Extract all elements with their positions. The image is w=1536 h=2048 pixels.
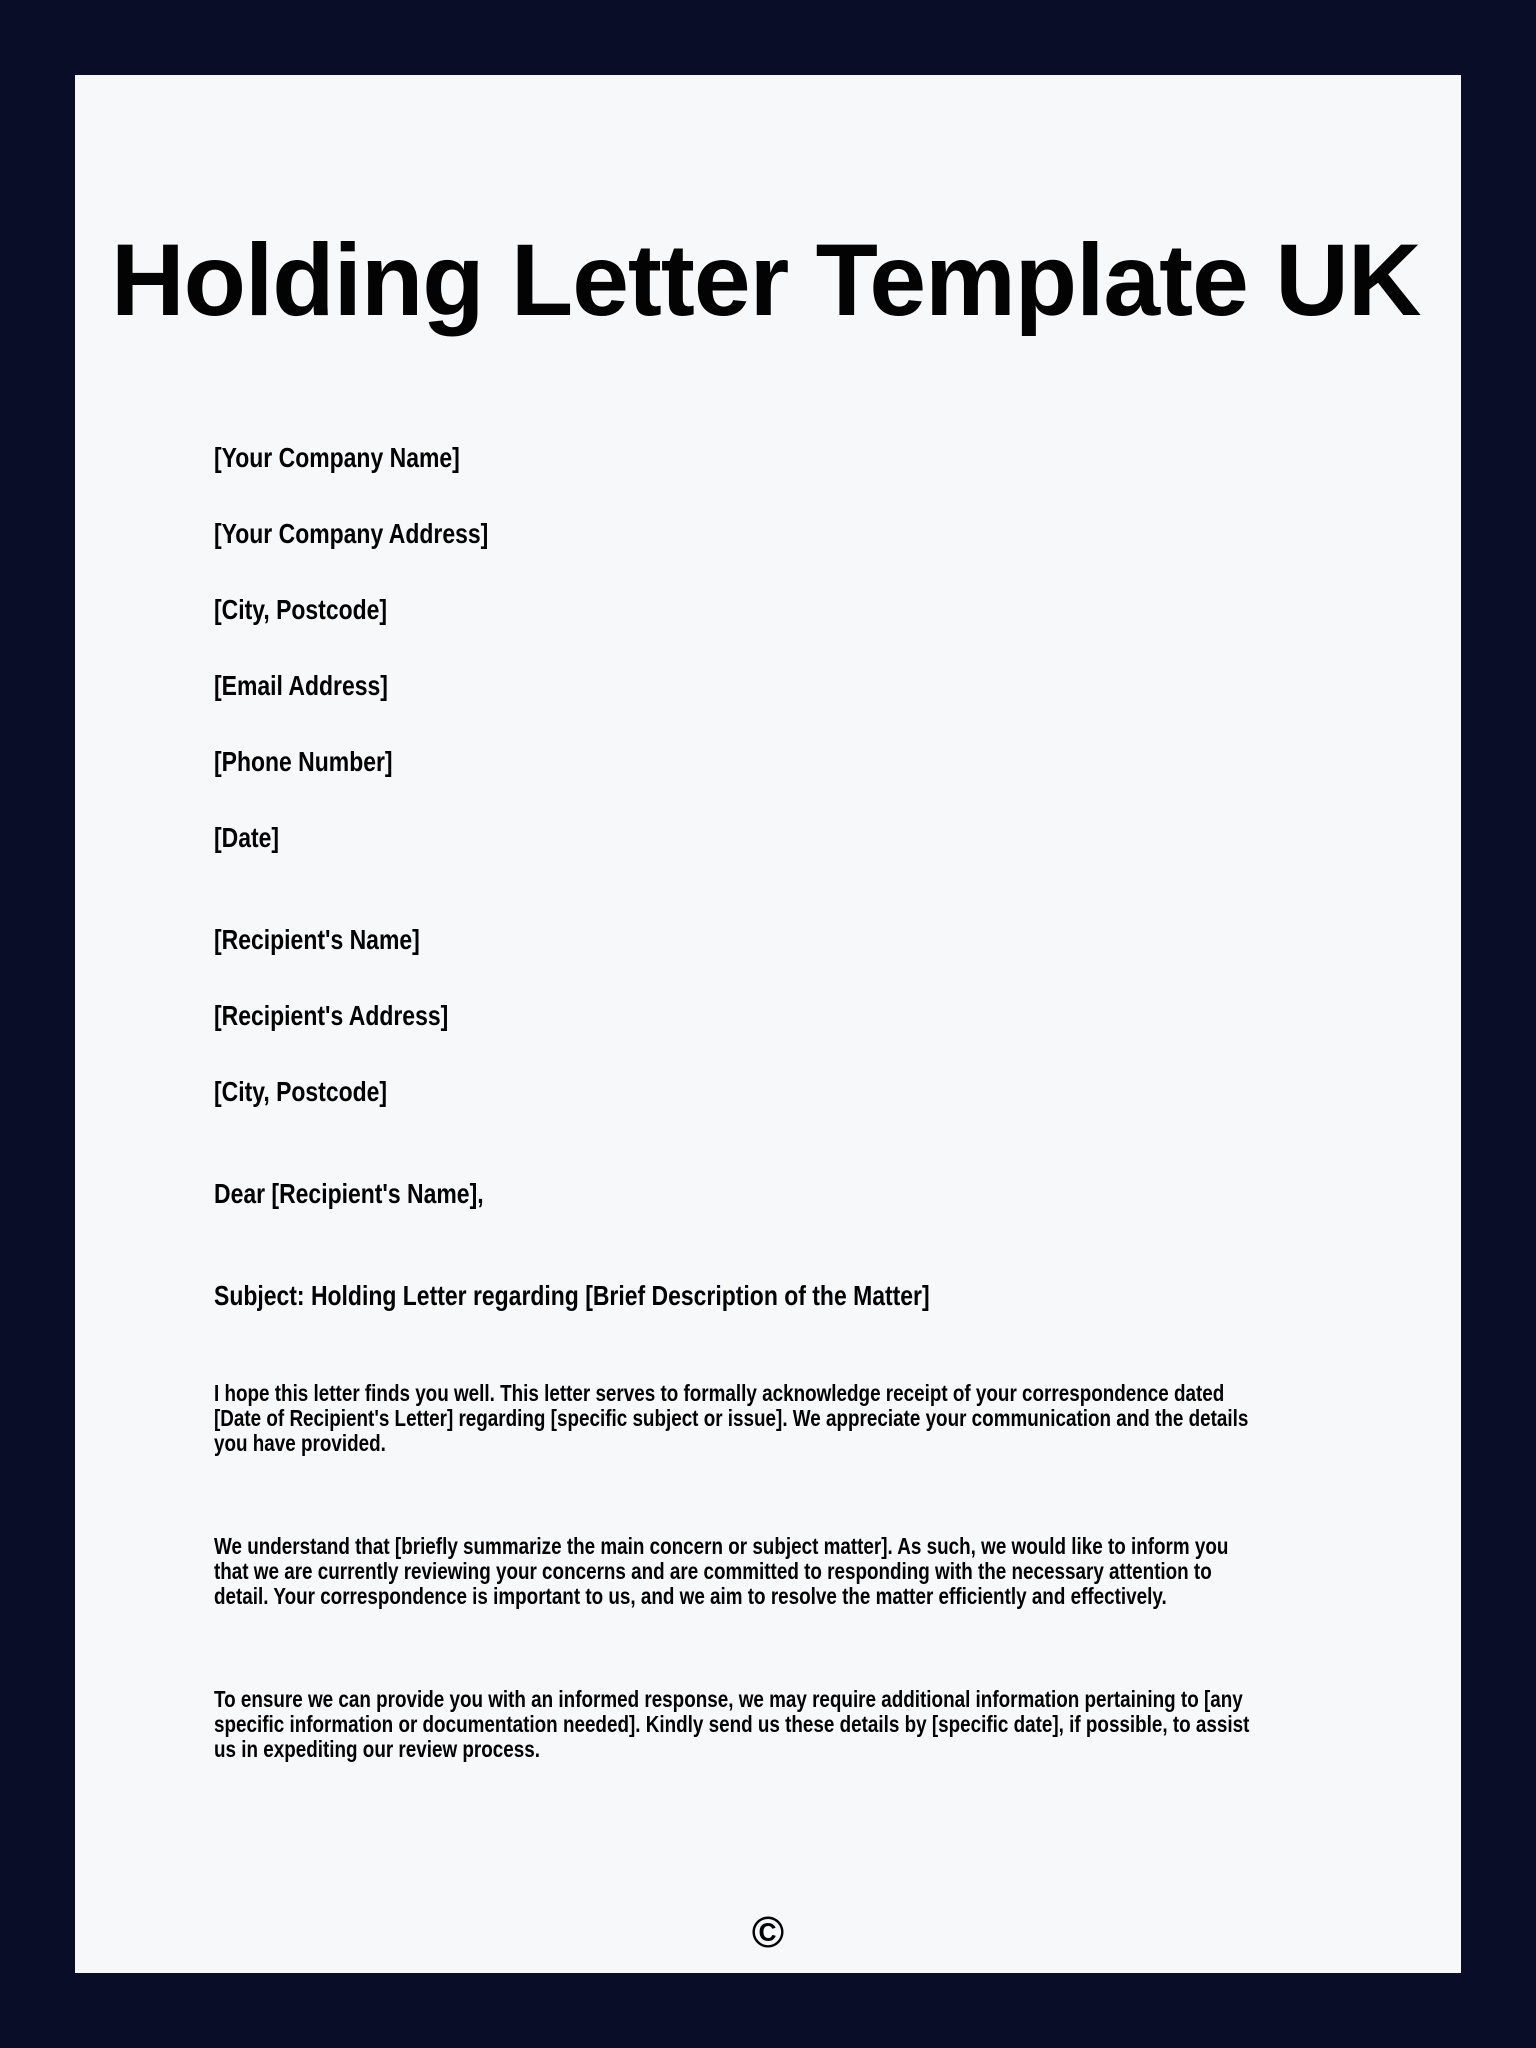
recipient-city-postcode: [City, Postcode] (214, 1076, 388, 1107)
sender-phone-number: [Phone Number] (214, 746, 393, 777)
letter-date: [Date] (214, 822, 280, 853)
letter-body (214, 441, 1264, 1762)
salutation: Dear [Recipient's Name], (214, 1178, 484, 1209)
subject-line: Subject: Holding Letter regarding [Brief Description of the Matter] (214, 1280, 930, 1311)
recipient-name: [Recipient's Name] (214, 924, 420, 955)
body-paragraph-3: To ensure we can provide you with an informed response, we may require additional information pertaining to [any specific information or documentation needed]. Kindly send us these details by [specific date], if possible, to assist us in expediting our review process. (214, 1686, 1250, 1762)
body-paragraph-1: I hope this letter finds you well. This letter serves to formally acknowledge receipt of your correspondence dated [Date of Recipient's Letter] regarding [specific subject or issue]. We appreciate your communication and the details you have provided. (214, 1380, 1249, 1456)
letter-page (75, 75, 1461, 1973)
sender-company-address: [Your Company Address] (214, 518, 489, 549)
copyright-icon: © (751, 1908, 785, 1957)
body-paragraph-2: We understand that [briefly summarize the main concern or subject matter]. As such, we would like to inform you that we are currently reviewing your concerns and are committed to responding with the necessary attention to detail. Your correspondence is important to us, and we aim to resolve the matter efficiently and effectively. (214, 1533, 1229, 1609)
sender-company-name: [Your Company Name] (214, 442, 460, 473)
sender-city-postcode: [City, Postcode] (214, 594, 388, 625)
sender-email-address: [Email Address] (214, 670, 388, 701)
recipient-address: [Recipient's Address] (214, 1000, 449, 1031)
page-title: Holding Letter Template UK (111, 223, 1421, 337)
